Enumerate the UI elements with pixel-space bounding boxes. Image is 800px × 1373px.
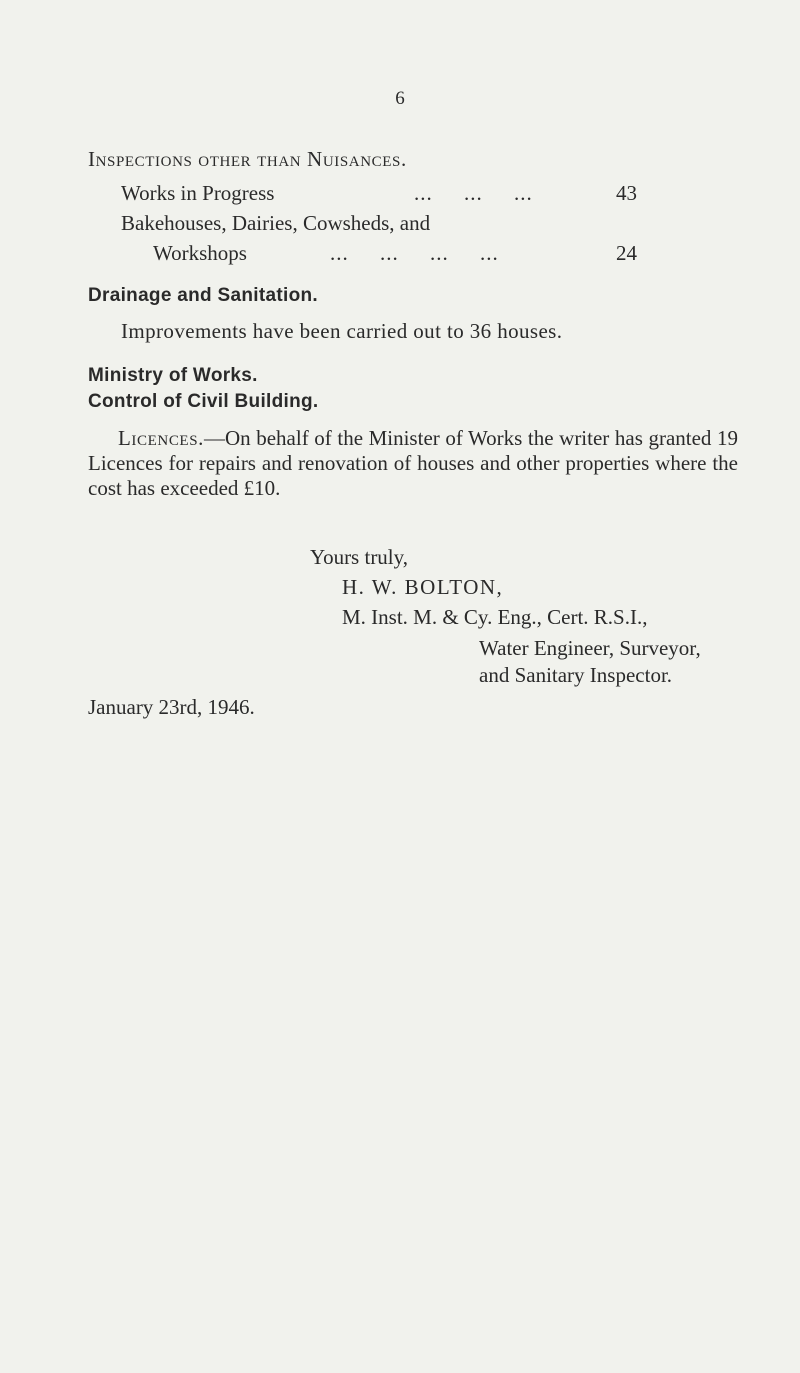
letter-date: January 23rd, 1946. bbox=[88, 695, 255, 719]
licences-paragraph bbox=[88, 426, 738, 501]
inspection-row bbox=[153, 240, 643, 266]
page-number: 6 bbox=[395, 88, 405, 109]
inspection-row bbox=[121, 210, 430, 236]
signatory-qualifications: M. Inst. M. & Cy. Eng., Cert. R.S.I., bbox=[342, 605, 648, 629]
row-label: Works in Progress bbox=[121, 181, 275, 205]
ministry-heading: Ministry of Works. bbox=[88, 365, 258, 386]
drainage-text: Improvements have been carried out to 36 houses. bbox=[121, 319, 563, 343]
inspections-heading: Inspections other than Nuisances. bbox=[88, 147, 407, 171]
control-heading: Control of Civil Building. bbox=[88, 391, 319, 412]
signatory-title: and Sanitary Inspector. bbox=[479, 663, 673, 687]
row-label: Workshops bbox=[153, 241, 247, 265]
licences-lead: Licences. bbox=[118, 426, 204, 450]
drainage-heading: Drainage and Sanitation. bbox=[88, 285, 318, 306]
signatory-title: Water Engineer, Surveyor, bbox=[479, 636, 701, 660]
row-value: 43 bbox=[616, 181, 637, 205]
licences-text: —On behalf of the Minister of Works the writer has granted 19 Licences for repairs and renovation of houses and other properties where the cost has exceeded £10. bbox=[88, 426, 738, 500]
row-value: 24 bbox=[616, 241, 637, 265]
inspection-row bbox=[121, 180, 641, 206]
row-leader-dots: ... ... ... ... bbox=[330, 241, 499, 265]
row-leader-dots: ... ... ... bbox=[414, 181, 533, 205]
signatory-name: H. W. BOLTON, bbox=[342, 575, 504, 599]
closing: Yours truly, bbox=[310, 545, 409, 569]
row-label: Bakehouses, Dairies, Cowsheds, and bbox=[121, 211, 431, 235]
